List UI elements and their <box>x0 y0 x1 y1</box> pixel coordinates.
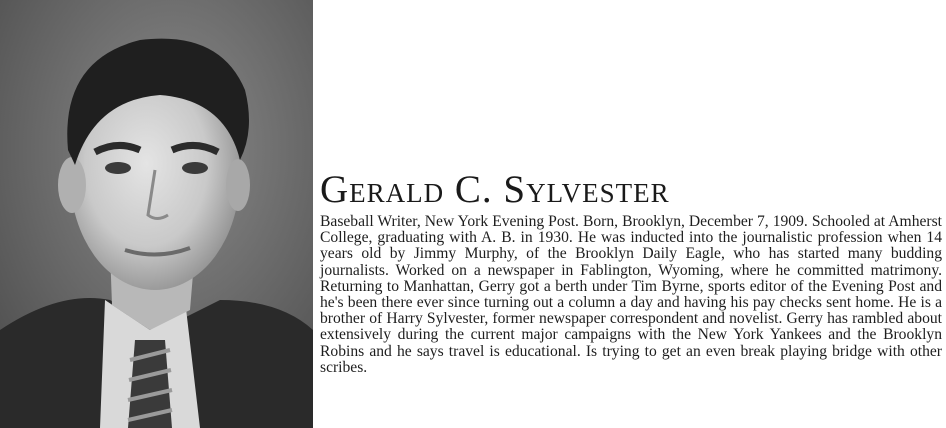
biography-text: Baseball Writer, New York Evening Post. Born, Brooklyn, December 7, 1909. Schooled at Amherst College, graduating with A. B. in 1930. He was inducted into the journalistic profession when 14 years old by Jimmy Murphy, of the Brooklyn Daily Eagle, who has started many budding journalists. Worked on a newspaper in Fablington, Wyoming, where he committed matrimony. Returning to Manhattan, Gerry got a berth under Tim Byrne, sports editor of the Evening Post and he's been there ever since turning out a column a day and having his pay checks sent home. He is a brother of Harry Sylvester, former newspaper correspondent and novelist. Gerry has rambled about extensively during the current major campaigns with the New York Yankees and the Brooklyn Robins and he says travel is educational. Is trying to get an even break playing bridge with other scribes. <box>320 213 942 376</box>
portrait-photo <box>0 0 313 428</box>
person-name: Gerald C. Sylvester <box>320 168 670 211</box>
biography-entry <box>320 170 942 376</box>
